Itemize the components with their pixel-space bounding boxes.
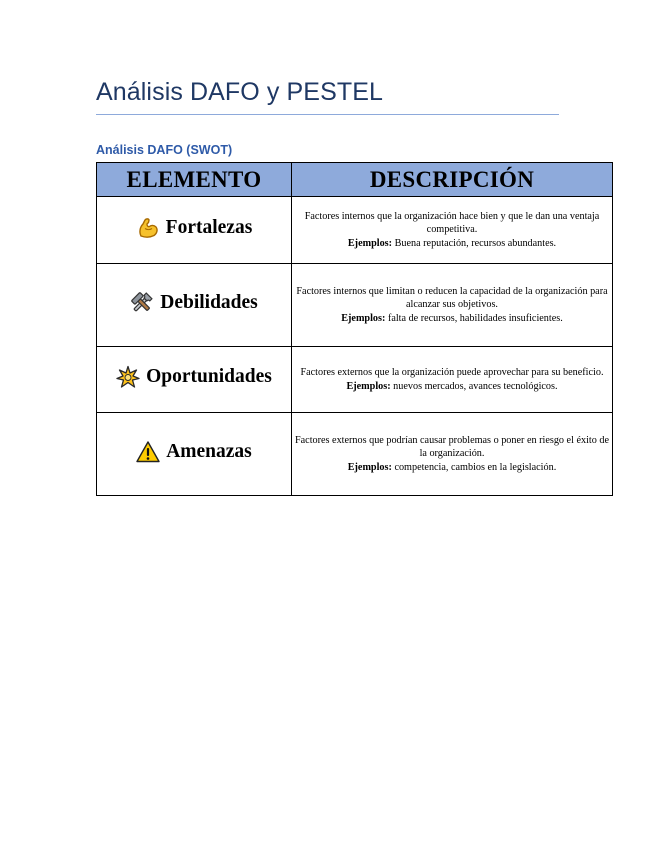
table-header-row [97,163,613,197]
element-name: Oportunidades [146,366,272,387]
table-row [97,264,613,347]
header-description: DESCRIPCIÓN [292,163,613,197]
element-cell [97,264,292,347]
header-element: ELEMENTO [97,163,292,197]
examples-label: Ejemplos: [346,380,391,392]
description-text: Factores externos que la organización puede aprovechar para su beneficio. [300,367,604,378]
hammer-and-wrench-icon [130,291,154,315]
examples-label: Ejemplos: [347,237,393,249]
element-name: Debilidades [160,291,258,313]
element-cell [97,197,292,264]
element-cell [97,347,292,413]
examples-text: falta de recursos, habilidades insuficientes. [387,312,563,324]
description-cell [292,413,613,496]
description-text: Factores internos que limitan o reducen la capacidad de la organización para alcanzar sus objetivos. [296,285,608,311]
element-name: Amenazas [166,440,252,462]
table-row [97,413,613,496]
dafo-table [96,162,613,496]
description-text: Factores externos que podrían causar problemas o poner en riesgo el éxito de la organización. [294,434,609,460]
examples-text: nuevos mercados, avances tecnológicos. [393,380,558,392]
description-cell [292,347,613,413]
element-name: Fortalezas [165,216,253,238]
document-title: Análisis DAFO y PESTEL [96,78,384,106]
examples-label: Ejemplos: [341,312,386,324]
element-cell [97,413,292,496]
warning-sign-icon [136,440,160,464]
title-underline [96,114,559,115]
examples-label: Ejemplos: [347,461,392,473]
flexed-biceps-icon [136,216,160,240]
examples-text: competencia, cambios en la legislación. [394,461,557,473]
description-cell [292,197,613,264]
examples-text: Buena reputación, recursos abundantes. [394,237,557,249]
table-row [97,347,613,413]
table-row [97,197,613,264]
description-text: Factores internos que la organización hace bien y que le dan una ventaja competitiva. [304,210,600,236]
sparkle-star-icon [116,365,140,389]
section-heading: Análisis DAFO (SWOT) [96,143,233,157]
description-cell [292,264,613,347]
